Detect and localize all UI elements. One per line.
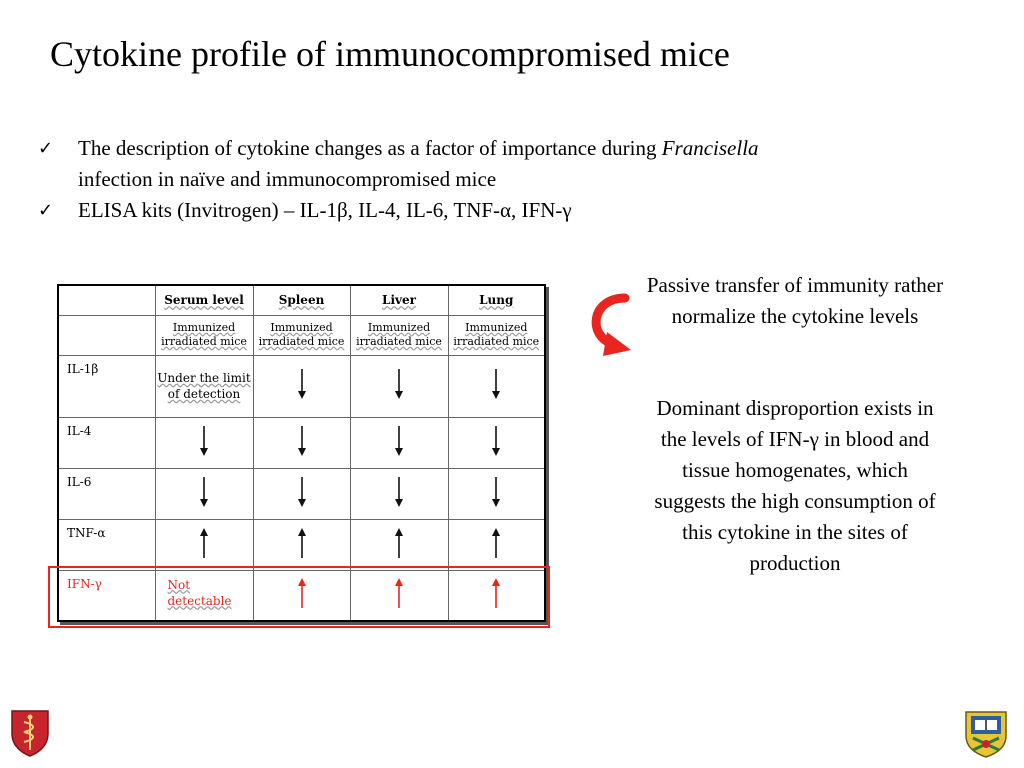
table-corner-cell xyxy=(58,285,155,315)
arrow-cell xyxy=(448,468,545,519)
arrow-down-icon xyxy=(393,368,405,400)
arrow-down-icon xyxy=(490,368,502,400)
table-subheader-row xyxy=(58,315,545,355)
arrow-cell xyxy=(155,519,253,570)
arrow-cell xyxy=(350,417,448,468)
bullet-1-text-a: The description of cytokine changes as a factor of importance during xyxy=(78,136,662,160)
checkmark-icon: ✓ xyxy=(38,200,54,221)
arrow-cell xyxy=(350,468,448,519)
serum-note: Not detectable xyxy=(155,570,253,621)
table-header-row xyxy=(58,285,545,315)
table-row xyxy=(58,355,545,417)
column-header: Liver xyxy=(350,285,448,315)
bullet-1-species: Francisella xyxy=(661,136,759,160)
arrow-down-icon xyxy=(490,425,502,457)
arrow-cell xyxy=(350,519,448,570)
arrow-cell xyxy=(448,417,545,468)
bullet-item-1 xyxy=(38,133,938,195)
table-empty-cell xyxy=(58,315,155,355)
column-subheader: Immunized irradiated mice xyxy=(350,315,448,355)
arrow-cell xyxy=(350,355,448,417)
checkmark-icon: ✓ xyxy=(38,138,54,159)
arrow-down-icon xyxy=(393,425,405,457)
arrow-up-icon xyxy=(393,527,405,559)
column-header: Serum level xyxy=(155,285,253,315)
column-header: Lung xyxy=(448,285,545,315)
column-subheader: Immunized irradiated mice xyxy=(448,315,545,355)
arrow-down-icon xyxy=(296,368,308,400)
arrow-cell xyxy=(448,355,545,417)
curved-arrow-icon xyxy=(585,292,633,360)
arrow-cell xyxy=(253,468,350,519)
serum-note: Under the limit of detection xyxy=(155,355,253,417)
column-header: Spleen xyxy=(253,285,350,315)
row-label: IL-6 xyxy=(58,468,155,519)
arrow-up-icon xyxy=(490,527,502,559)
side-note-normalize: Passive transfer of immunity rather normalize the cytokine levels xyxy=(646,273,944,328)
bullet-item-2 xyxy=(38,195,938,226)
arrow-up-icon xyxy=(198,527,210,559)
bullet-list xyxy=(38,133,938,226)
arrow-down-icon xyxy=(296,476,308,508)
slide-title: Cytokine profile of immunocompromised mice xyxy=(50,34,730,74)
arrow-cell xyxy=(155,468,253,519)
row-label: IL-4 xyxy=(58,417,155,468)
arrow-cell xyxy=(253,355,350,417)
arrow-cell xyxy=(448,519,545,570)
bullet-2-text: ELISA kits (Invitrogen) – IL-1β, IL-4, IL-6, TNF-α, IFN-γ xyxy=(78,198,572,222)
table-row xyxy=(58,417,545,468)
arrow-down-icon xyxy=(198,425,210,457)
ifn-gamma-highlight-box xyxy=(48,566,550,628)
university-crest-logo xyxy=(963,708,1009,758)
table-row xyxy=(58,519,545,570)
arrow-cell xyxy=(155,417,253,468)
bullet-1-text-b: infection in naïve and immunocompromised mice xyxy=(78,167,497,191)
row-label: IL-1β xyxy=(58,355,155,417)
arrow-down-icon xyxy=(393,476,405,508)
arrow-cell xyxy=(253,417,350,468)
arrow-down-icon xyxy=(490,476,502,508)
side-note-disproportion: Dominant disproportion exists in the levels of IFN-γ in blood and tissue homogenates, which suggests the high consumption of this cytokine in the sites of production xyxy=(654,396,936,575)
medical-shield-logo xyxy=(10,708,50,758)
arrow-cell xyxy=(253,519,350,570)
arrow-down-icon xyxy=(198,476,210,508)
table-row xyxy=(58,468,545,519)
row-label: IFN-γ xyxy=(58,570,155,621)
arrow-down-icon xyxy=(296,425,308,457)
column-subheader: Immunized irradiated mice xyxy=(253,315,350,355)
row-label: TNF-α xyxy=(58,519,155,570)
column-subheader: Immunized irradiated mice xyxy=(155,315,253,355)
arrow-up-icon xyxy=(296,527,308,559)
